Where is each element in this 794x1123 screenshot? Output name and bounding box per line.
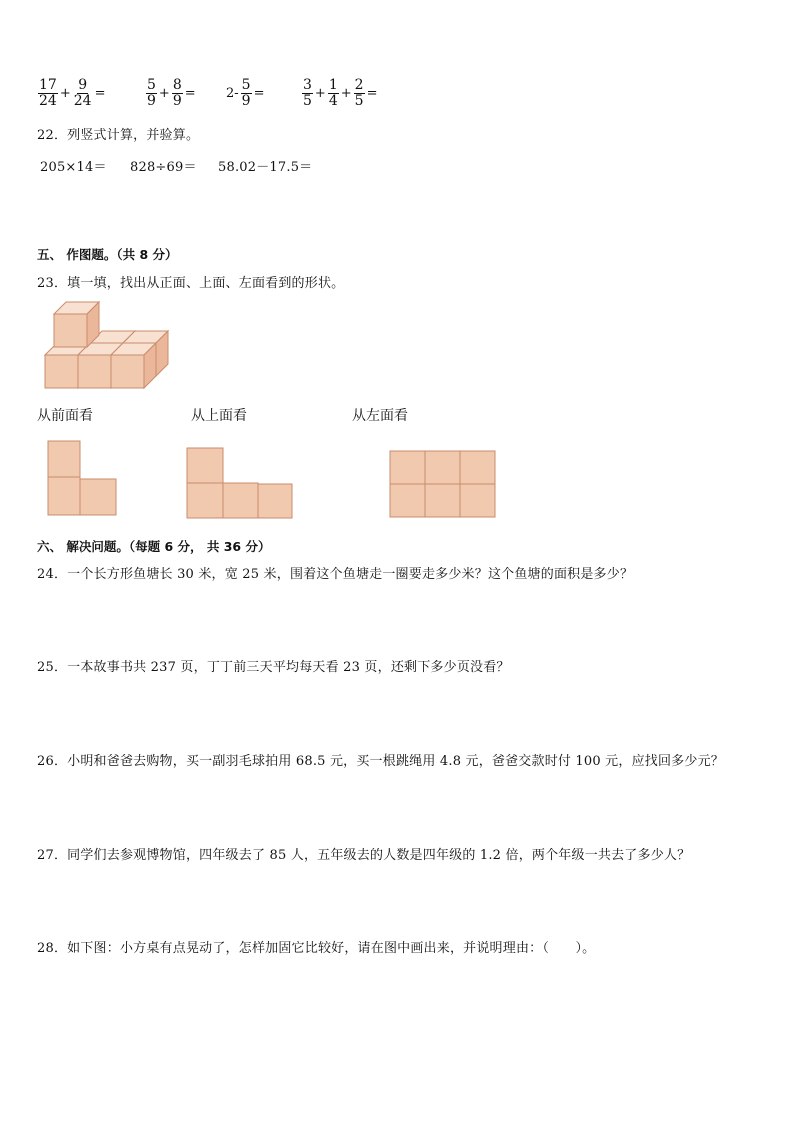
operator: + <box>340 86 352 101</box>
left-view-cell <box>390 484 425 517</box>
top-view-cell <box>187 483 223 518</box>
front-view-shape <box>0 0 794 560</box>
left-view-cell <box>390 451 425 484</box>
denominator: 5 <box>354 93 364 109</box>
numerator: 5 <box>147 77 156 93</box>
denominator: 9 <box>147 93 156 109</box>
left-view-cell <box>460 451 495 484</box>
denominator: 9 <box>241 93 251 109</box>
left-view-cell <box>425 451 460 484</box>
view-label-left: 从左面看 <box>352 408 408 424</box>
denominator: 24 <box>73 93 92 109</box>
denominator: 4 <box>328 93 338 109</box>
operator: = <box>253 86 265 101</box>
left-view-cell <box>425 484 460 517</box>
denominator: 24 <box>39 93 57 109</box>
front-view-cell <box>48 441 80 477</box>
question-26: 26．小明和爸爸去购物，买一副羽毛球拍用 68.5 元，买一根跳绳用 4.8 元，爸爸交款时付 100 元，应找回多少元？ <box>37 754 724 769</box>
operator: + <box>314 86 326 101</box>
top-view-cell <box>187 448 223 483</box>
numerator: 5 <box>241 77 251 93</box>
denominator: 9 <box>172 93 182 109</box>
question-23: 23．填一填，找出从正面、上面、左面看到的形状。 <box>37 276 345 291</box>
operator: = <box>94 86 106 101</box>
left-view-cell <box>460 484 495 517</box>
numerator: 8 <box>172 77 182 93</box>
operator: + <box>59 86 71 101</box>
view-label-top: 从上面看 <box>191 408 247 424</box>
operator: = <box>184 86 196 101</box>
section-5-heading: 五、 作图题。（共 8 分） <box>37 247 178 262</box>
numerator: 9 <box>78 77 88 93</box>
question-27: 27．同学们去参观博物馆，四年级去了 85 人，五年级去的人数是四年级的 1.2 倍，两个年级一共去了多少人？ <box>37 848 691 863</box>
numerator: 2 <box>354 77 364 93</box>
calc-2: 828÷69＝ <box>130 160 197 175</box>
top-view-cell <box>258 484 292 518</box>
question-25: 25．一本故事书共 237 页，丁丁前三天平均每天看 23 页，还剩下多少页没看？ <box>37 660 510 675</box>
calc-3: 58.02－17.5＝ <box>218 160 313 175</box>
top-view-cell <box>223 483 258 518</box>
front-view-cell <box>80 479 116 515</box>
view-label-front: 从前面看 <box>37 408 93 424</box>
operator: 2- <box>226 86 239 101</box>
question-28: 28．如下图：小方桌有点晃动了，怎样加固它比较好，请在图中画出来，并说明理由：（ ）。 <box>37 941 596 956</box>
numerator: 1 <box>328 77 338 93</box>
calc-1: 205×14＝ <box>40 160 107 175</box>
question-24: 24．一个长方形鱼塘长 30 米，宽 25 米，围着这个鱼塘走一圈要走多少米？这个鱼塘的面积是多少？ <box>37 567 634 582</box>
front-view-cell <box>48 477 80 515</box>
denominator: 5 <box>303 93 312 109</box>
operator: = <box>366 86 378 101</box>
numerator: 17 <box>39 77 57 93</box>
operator: + <box>158 86 170 101</box>
section-6-heading: 六、 解决问题。（每题 6 分， 共 36 分） <box>37 539 271 554</box>
numerator: 3 <box>303 77 312 93</box>
question-22: 22．列竖式计算，并验算。 <box>37 128 200 143</box>
